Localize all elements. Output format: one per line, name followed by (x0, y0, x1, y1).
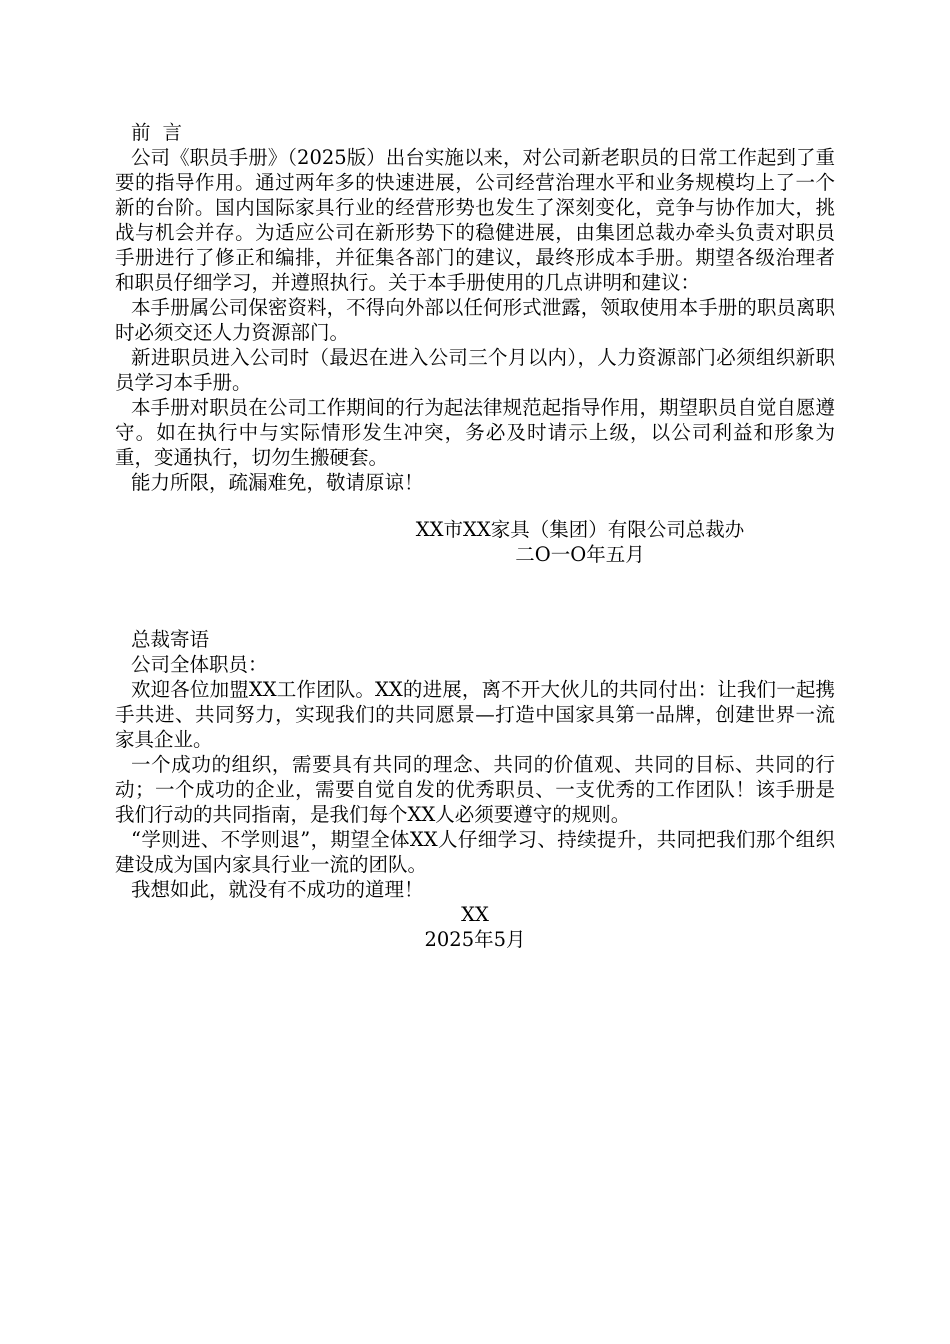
preface-paragraph-2: 本手册属公司保密资料，不得向外部以任何形式泄露，领取使用本手册的职员离职时必须交还人力资源部门。 (115, 296, 835, 344)
preface-paragraph-3: 新进职员进入公司时（最迟在进入公司三个月以内），人力资源部门必须组织新职员学习本手册。 (115, 346, 835, 394)
letter-paragraph-3: “学则进、不学则退”，期望全体XX人仔细学习、持续提升，共同把我们那个组织建设成为国内家具行业一流的团队。 (115, 828, 835, 876)
letter-signature-name: XX (461, 903, 489, 926)
preface-paragraph-1: 公司《职员手册》（2025版）出台实施以来，对公司新老职员的日常工作起到了重要的指导作用。通过两年多的快速进展，公司经营治理水平和业务规模均上了一个新的台阶。国内国际家具行业的经营形势也发生了深刻变化，竞争与协作加大，挑战与机会并存。为适应公司在新形势下的稳健进展，由集团总裁办牵头负责对职员手册进行了修正和编排，并征集各部门的建议，最终形成本手册。期望各级治理者和职员仔细学习，并遵照执行。关于本手册使用的几点讲明和建议： (115, 146, 835, 294)
preface-title: 前言 (131, 121, 195, 144)
letter-paragraph-4: 我想如此，就没有不成功的道理！ (131, 878, 424, 901)
letter-title: 总裁寄语 (131, 628, 210, 651)
spacer (115, 495, 835, 517)
document-page (115, 120, 835, 952)
spacer (115, 567, 835, 627)
preface-signature-date: 二O一O年五月 (515, 543, 645, 566)
letter-paragraph-2: 一个成功的组织，需要具有共同的理念、共同的价值观、共同的目标、共同的行动；一个成功的企业，需要自觉自发的优秀职员、一支优秀的工作团队！该手册是我们行动的共同指南，是我们每个XX人必须要遵守的规则。 (115, 753, 835, 826)
preface-paragraph-5: 能力所限，疏漏难免，敬请原谅！ (131, 471, 424, 494)
letter-salutation: 公司全体职员： (131, 653, 268, 676)
preface-signature-org: XX市XX家具（集团）有限公司总裁办 (415, 518, 745, 541)
letter-signature-date: 2025年5月 (424, 928, 526, 951)
preface-paragraph-4: 本手册对职员在公司工作期间的行为起法律规范起指导作用，期望职员自觉自愿遵守。如在执行中与实际情形发生冲突，务必及时请示上级，以公司利益和形象为重，变通执行，切勿生搬硬套。 (115, 396, 835, 469)
letter-paragraph-1: 欢迎各位加盟XX工作团队。XX的进展，离不开大伙儿的共同付出：让我们一起携手共进、共同努力，实现我们的共同愿景—打造中国家具第一品牌，创建世界一流家具企业。 (115, 678, 835, 751)
